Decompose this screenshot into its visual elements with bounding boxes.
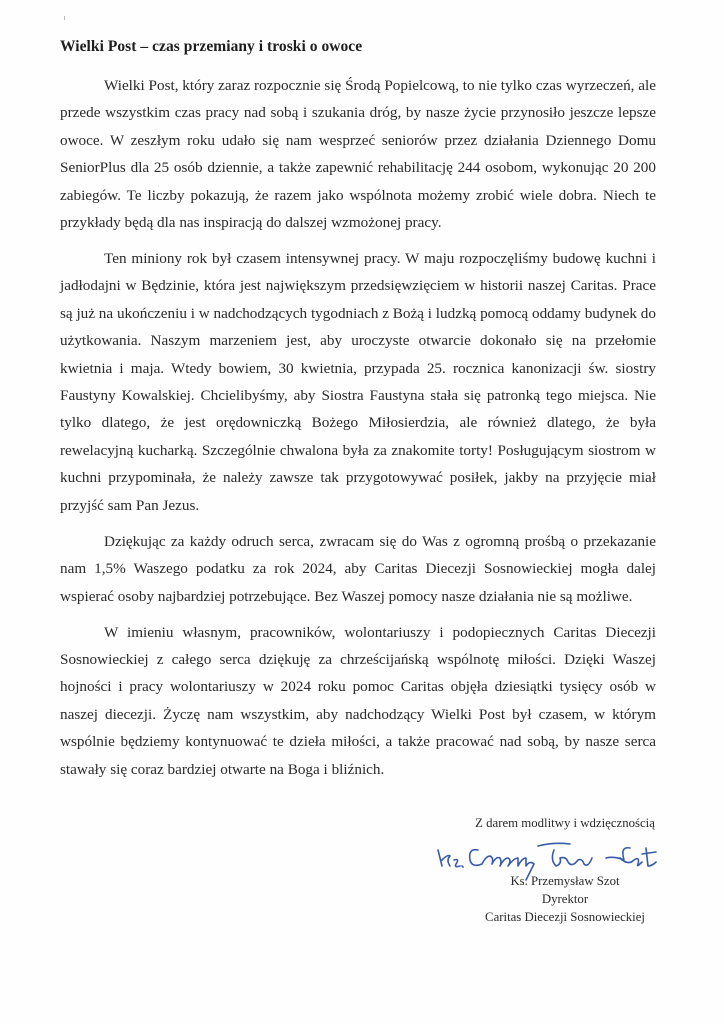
paragraph: Dziękując za każdy odruch serca, zwracam się do Was z ogromną prośbą o przekazanie nam 1,5% Waszego podatku za rok 2024, aby Caritas Diecezji Sosnowieckiej mogła dalej wspierać osoby najbardziej potrzebujące. Bez Waszej pomocy nasze działania nie są możliwe. [60, 532, 656, 605]
closing-greeting: Z darem modlitwy i wdzięcznością [475, 816, 655, 830]
signature-stroke [538, 843, 592, 866]
letter-body [60, 72, 656, 792]
paragraph: Wielki Post, który zaraz rozpocznie się Środą Popielcową, to nie tylko czas wyrzeczeń, ale przede wszystkim czas pracy nad sobą i szukania dróg, by nasze życie przynosiło jeszcze lepsze owoce. W zeszłym roku udało się nam wesprzeć seniorów przez działania Dziennego Domu SeniorPlus dla 25 osób dziennie, a także zapewnić rehabilitację 244 osobom, wykonując 20 200 zabiegów. Te liczby pokazują, że razem jako wspólnota możemy zrobić wiele dobra. Niech te przykłady będą dla nas inspiracją do dalszej wzmożonej pracy. [60, 77, 656, 232]
signature-stroke [438, 850, 463, 867]
signatory-organization: Caritas Diecezji Sosnowieckiej [485, 910, 645, 924]
signatory-role: Dyrektor [541, 892, 589, 906]
paragraph: W imieniu własnym, pracowników, wolontariuszy i podopiecznych Caritas Diecezji Sosnowieckiej z całego serca dziękuję za chrześcijańską wspólnotę miłości. Dzięki Waszej hojności i pracy wolontariuszy w 2024 roku pomoc Caritas objęła dziesiątki tysięcy osób w naszej diecezji. Życzę nam wszystkim, aby nadchodzący Wielki Post był czasem, w którym wspólnie będziemy kontynuować te dzieła miłości, a także pracować nad sobą, by nasze serca stawały się coraz bardziej otwarte na Boga i bliźnich. [60, 623, 656, 778]
scan-mark [64, 16, 65, 20]
signature-stroke [606, 848, 656, 866]
letter-title: Wielki Post – czas przemiany i troski o owoce [60, 38, 363, 55]
paragraph: Ten miniony rok był czasem intensywnej pracy. W maju rozpoczęliśmy budowę kuchni i jadłodajni w Będzinie, która jest największym przedsięwzięciem w historii naszej Caritas. Prace są już na ukończeniu i w nadchodzących tygodniach z Bożą i ludzką pomocą oddamy budynek do użytkowania. Naszym marzeniem jest, aby uroczyste otwarcie dokonało się na przełomie kwietnia i maja. Wtedy bowiem, 30 kwietnia, przypada 25. rocznica kanonizacji św. siostry Faustyny Kowalskiej. Chcielibyśmy, aby Siostra Faustyna stała się patronką tego miejsca. Nie tylko dlatego, że jest orędowniczką Bożego Miłosierdzia, ale również dlatego, że była rewelacyjną kucharką. Szczególnie chwalona była za znakomite torty! Posługującym siostrom w kuchni przypominała, że należy zawsze tak przygotowywać posiłek, jakby na przyjęcie miał przyjść sam Pan Jezus. [60, 250, 656, 514]
signatory-name: Ks. Przemysław Szot [510, 874, 620, 888]
